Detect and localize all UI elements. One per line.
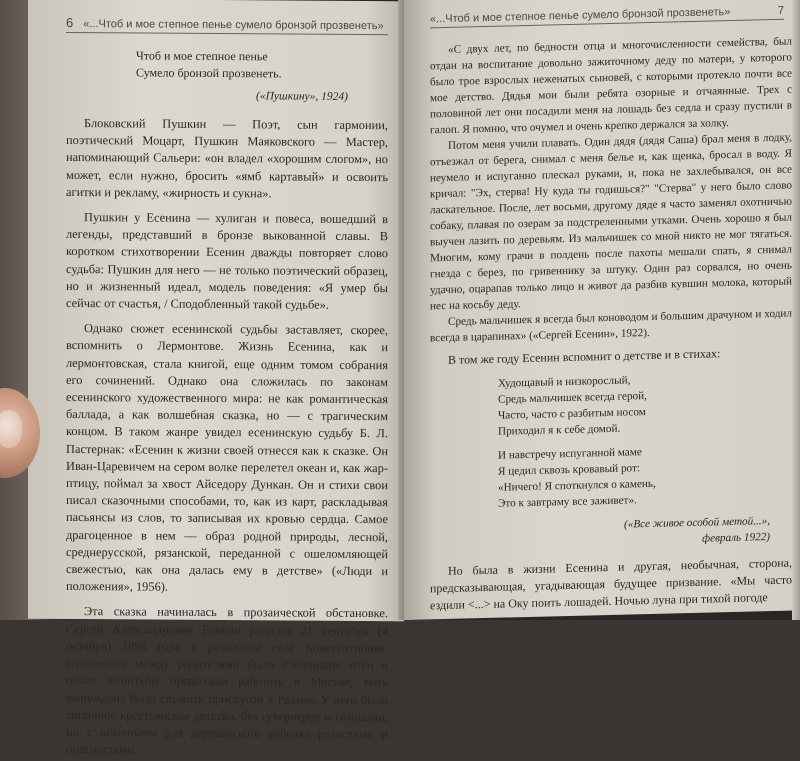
- verse-stanza: [430, 441, 792, 514]
- left-page-number: 6: [66, 14, 74, 31]
- paragraph: Однако сюжет есенинской судьбы заставляет, скорее, вспомнить о Лермонтове. Жизнь Есенина, как и лермонтовская, стала книгой, еще одним томом собрания его сочинений. Однако она сложилась по законам есенинского художественного мира: не как романтическая баллада, а как волшебная сказка, но — с трагическим концом. В таком жанре увидел есенинскую судьбу Б. Л. Пастернак: «Есенин к жизни своей отнесся как к сказке. Он Иван-Царевичем на сером волке перелетел океан и, как жар-птицу, поймал за хвост Айседору Дункан. Он и стихи свои писал сказочными способами, то, как из карт, раскладывая пасьянсы из слов, то записывая их кровью сердца. Самое драгоценное в нем — образ родной природы, лесной, среднерусской, рязанской, переданной с ошеломляющей свежестью, как она далась ему в детстве» («Люди и положения», 1956).: [66, 321, 388, 594]
- verse-stanza: [430, 369, 792, 442]
- fingernail: [0, 410, 22, 448]
- left-page: [28, 0, 404, 757]
- epigraph-line: Чтоб и мое степное пенье: [136, 48, 268, 64]
- paragraph: Средь мальчишек я всегда был коноводом и большим драчуном и ходил всегда в царапинах» («Сергей Есенин», 1922).: [430, 307, 792, 345]
- verse-line: Худощавый и низкорослый,: [498, 374, 631, 390]
- verse-source: («Все живое особой метой...»,: [624, 515, 770, 531]
- epigraph-source: («Пушкину», 1924): [256, 90, 348, 103]
- verse-intro: В том же году Есенин вспомнит о детстве и в стихах:: [448, 346, 721, 367]
- paragraph: «С двух лет, по бедности отца и многочисленности семейства, был отдан на воспитание довольно зажиточному деду по матери, у которого было трое взрослых неженатых сыновей, с которыми протекло почти все мое детство. Дядья мои были ребята озорные и отчаянные. Трех с половиной лет они посадили меня на лошадь без седла и сразу пустили в галоп. Я помню, что очумел и очень крепко держался за холку.: [430, 35, 792, 137]
- right-page: [404, 0, 800, 620]
- paragraph: Но была в жизни Есенина и другая, необычная, сторона, предсказывающая, угадывающая будущее призвание. «Мы часто ездили <...> на Оку поить лошадей. Ночью луна при тихой погоде: [430, 555, 792, 613]
- right-running-header: [430, 5, 784, 29]
- verse-line: Средь мальчишек всегда герой,: [498, 390, 647, 406]
- verse-line: Приходил я к себе домой.: [498, 422, 621, 438]
- right-page-number: 7: [777, 4, 784, 17]
- epigraph: [66, 47, 388, 83]
- paragraph: Пушкин у Есенина — хулиган и повеса, вошедший в легенды, представший в бронзе выкованной славы. В коротком стихотворении Есенин дважды повторяет слово судьба: Пушкин для него — не только поэтический образец, но и жизненный идеал, модель поведения: «Я умер бы сейчас от счастья, / Сподобленный такой судьбе».: [66, 210, 388, 312]
- verse-line: Это к завтраму все заживет».: [498, 494, 637, 510]
- page-edge: [792, 0, 800, 620]
- verse-line: Часто, часто с разбитым носом: [498, 406, 646, 422]
- paragraph: Блоковский Пушкин — Поэт, сын гармонии, поэтический Моцарт, Пушкин Маяковского — Мастер, напоминающий Сальери: «он владел «хорошим слогом», но может, если нужно, бросить «ямб картавый» и освоить агитки и рекламу, «жирность и сукна».: [66, 116, 388, 201]
- paragraph: Эта сказка начиналась в прозаической обстановке. Сергей Александрович Есенин родился 21 сентября (4 октября) 1895 года в рязанском селе Константинове. Отношения между родителями были сложными: отец и после женитьбы продолжал работать в Москве, мать вынуждена была служить прислугой в Рязани. У него было типичное крестьянское детство, без гувернеров и гимназии, но с обычными для деревенского ребенка радостями и опасностями.: [66, 604, 388, 757]
- left-running-header: [66, 15, 388, 35]
- verse-line: Я цедил сквозь кровавый рот:: [498, 462, 640, 478]
- verse-line: И навстречу испуганной маме: [498, 446, 642, 462]
- right-running-head: «...Чтоб и мое степное пенье сумело бронзой прозвенеть»: [430, 6, 731, 26]
- epigraph-line: Сумело бронзой прозвенеть.: [136, 65, 282, 81]
- verse-line: «Ничего! Я споткнулся о камень,: [498, 477, 656, 494]
- paragraph: Потом меня учили плавать. Один дядя (дядя Саша) брал меня в лодку, отъезжал от берега, снимал с меня белье и, как щенка, бросал в воду. Я неумело и испуганно плескал руками, и, пока не захлебывался, он все кричал: "Эх, стерва! Ну куда ты годишься?" "Стерва" у него было слово ласкательное. После, лет восьми, другому дяде я часто заменял охотничью собаку, плавая по озерам за подстреленными утками. Очень хорошо я был выучен лазить по деревьям. Из мальчишек со мной никто не мог тягаться. Многим, кому грачи в полдень после пахоты мешали спать, я снимал гнезда с берез, по гривеннику за штуку. Один раз сорвался, но очень удачно, оцарапав только лицо и живот да разбив кувшин молока, который нес на косьбу деду.: [430, 131, 792, 313]
- verse-source: февраль 1922): [702, 531, 770, 545]
- left-running-head: «...Чтоб и мое степное пенье сумело бронзой прозвенеть»: [83, 18, 384, 33]
